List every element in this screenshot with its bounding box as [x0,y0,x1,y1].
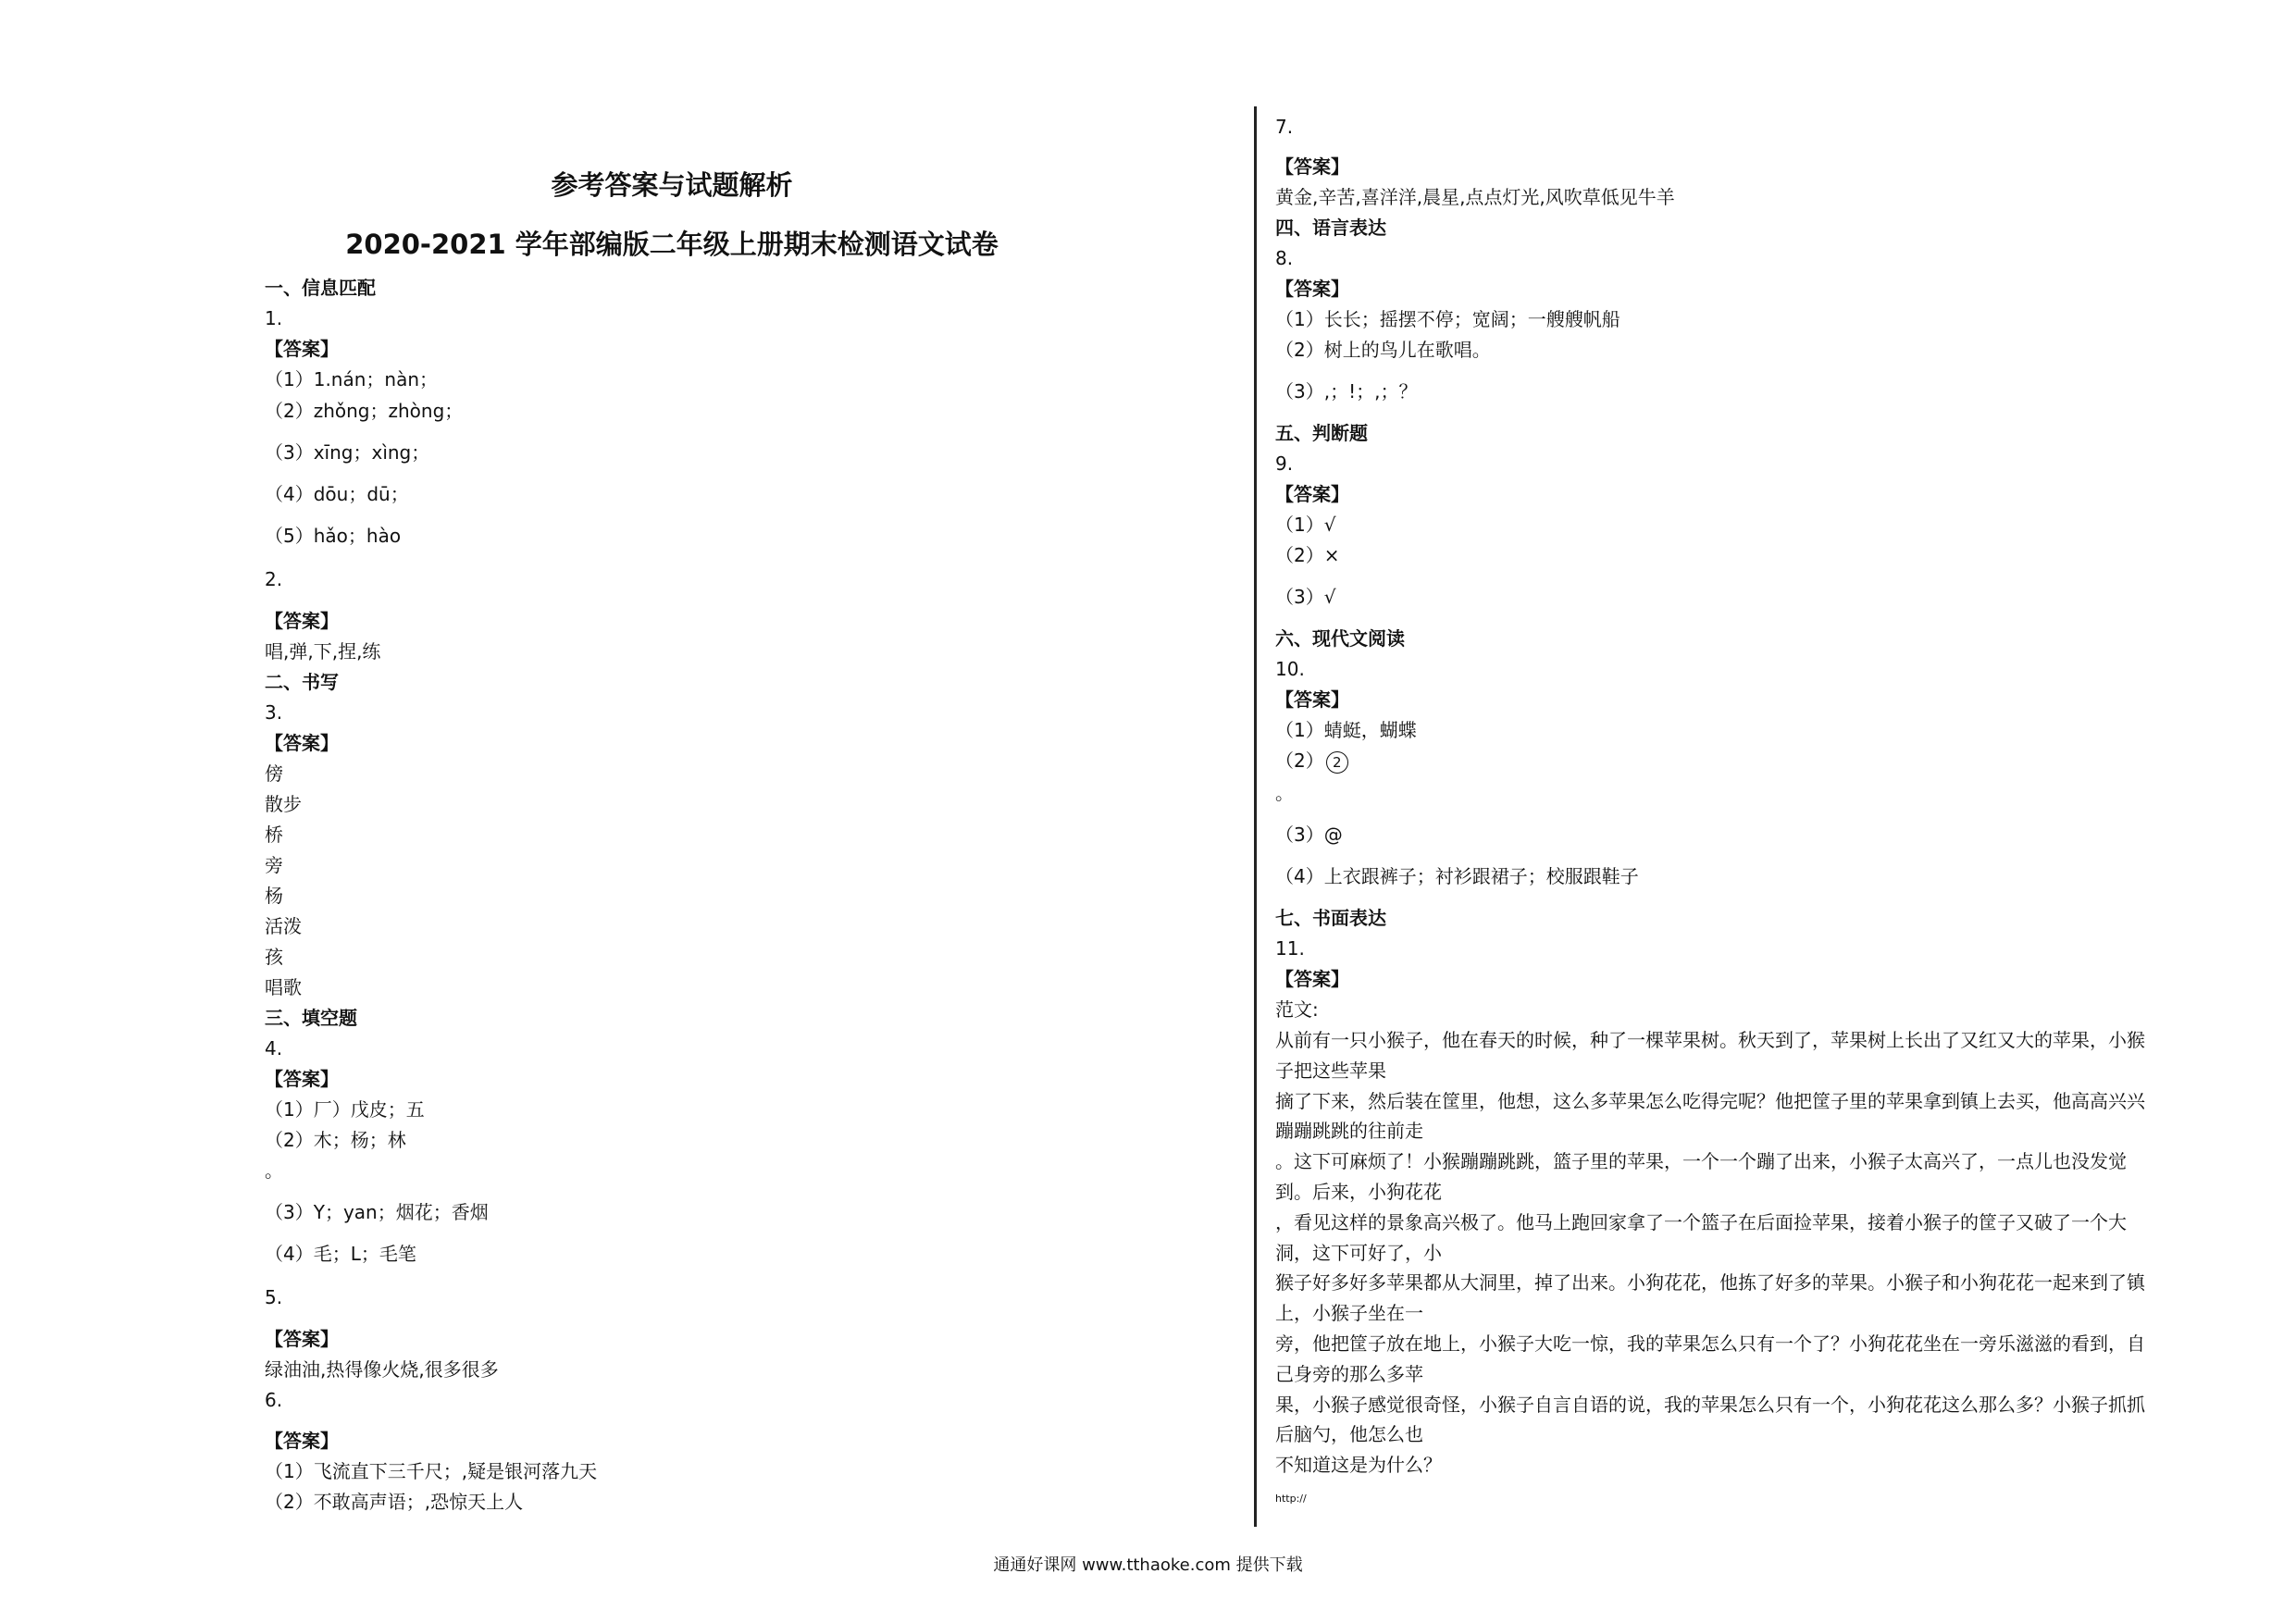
answer-line: （1）√ [1275,514,1336,536]
question-number: 8. [1275,247,1294,269]
section-heading: 一、信息匹配 [265,277,376,299]
essay-line: 到。后来，小狗花花 [1275,1180,1442,1203]
answer-line: （3）√ [1275,586,1336,608]
answer-line: （2）zhǒng；zhòng； [265,400,464,422]
answer-line: （2）树上的鸟儿在歌唱。 [1275,339,1491,361]
section-heading: 五、判断题 [1275,422,1368,444]
question-number: 11. [1275,937,1305,960]
section-heading: 二、书写 [265,671,339,693]
answer-label: 【答案】 [265,732,339,754]
answer-label: 【答案】 [265,610,339,632]
column-divider [1254,106,1257,1527]
answer-line: （1）长长；摇摆不停；宽阔；一艘艘帆船 [1275,308,1620,330]
answer-line: （1）1.nán；nàn； [265,368,439,390]
answer-line: （2）× [1275,544,1340,566]
answer-line: （3）xīng；xìng； [265,441,430,464]
answer-line: 活泼 [265,915,302,937]
answer-label: 【答案】 [265,1328,339,1350]
answer-line: （2）不敢高声语；,恐惊天上人 [265,1491,524,1513]
answer-line: （1）蜻蜓，蝴蝶 [1275,719,1417,741]
answer-line: （5）hǎo；hào [265,525,402,547]
answer-line: 唱歌 [265,976,302,998]
answer-line: （4）上衣跟裤子；衬衫跟裙子；校服跟鞋子 [1275,865,1639,887]
essay-line: ，看见这样的景象高兴极了。他马上跑回家拿了一个篮子在后面捡苹果，接着小猴子的筐子又破了一个大 [1275,1210,2127,1233]
section-heading: 七、书面表达 [1275,907,1386,929]
answer-line: 。 [265,1159,283,1182]
question-number: 3. [265,701,283,724]
essay-line: 果，小猴子感觉很奇怪，小猴子自言自语的说，我的苹果怎么只有一个，小狗花花这么那么多？小猴子抓抓 [1275,1393,2145,1416]
essay-line: 旁，他把筐子放在地上，小猴子大吃一惊，我的苹果怎么只有一个了？小狗花花坐在一旁乐滋滋的看到，自 [1275,1332,2145,1355]
essay-heading: 范文: [1275,998,1319,1021]
answer-line: （4）毛；L；毛笔 [265,1243,416,1265]
section-heading: 四、语言表达 [1275,217,1386,239]
answer-label: 【答案】 [1275,155,1349,178]
url-text: http:// [1275,1493,1307,1505]
answer-line: 绿油油,热得像火烧,很多很多 [265,1358,499,1381]
essay-line: 洞，这下可好了，小 [1275,1241,1442,1264]
answer-line: （4）dōu；dū； [265,483,409,505]
answer-line: 杨 [265,885,283,907]
answer-line: 桥 [265,824,283,846]
essay-line: 猴子好多好多苹果都从大洞里，掉了出来。小狗花花，他拣了好多的苹果。小猴子和小狗花花一起来到了镇 [1275,1271,2145,1295]
circled-number: 2 [1326,751,1348,774]
answer-line: 散步 [265,793,302,815]
question-number: 4. [265,1037,283,1059]
essay-line: 从前有一只小猴子，他在春天的时候，种了一棵苹果树。秋天到了，苹果树上长出了又红又大的苹果，小猴 [1275,1029,2145,1051]
answer-line: 黄金,辛苦,喜洋洋,晨星,点点灯光,风吹草低见牛羊 [1275,186,1675,208]
answer-line: 傍 [265,762,283,785]
page-footer: 通通好课网 www.tthaoke.com 提供下载 [993,1555,1303,1575]
answer-label: 【答案】 [265,1430,339,1452]
essay-line: 己身旁的那么多苹 [1275,1362,1423,1385]
essay-line: 后脑勺，他怎么也 [1275,1423,1423,1446]
answer-line: （3）@ [1275,824,1343,846]
question-number: 9. [1275,452,1294,475]
essay-line: 子把这些苹果 [1275,1059,1386,1082]
doc-title: 参考答案与试题解析 [551,169,793,201]
answer-line: 旁 [265,854,283,876]
essay-line: 摘了下来，然后装在筐里，他想，这么多苹果怎么吃得完呢？他把筐子里的苹果拿到镇上去买，他高高兴兴 [1275,1089,2145,1112]
answer-label: 【答案】 [1275,278,1349,300]
question-number: 6. [265,1389,283,1411]
essay-line: 。这下可麻烦了！小猴蹦蹦跳跳，篮子里的苹果，一个一个蹦了出来，小猴子太高兴了，一点儿也没发觉 [1275,1150,2127,1173]
doc-subtitle: 2020-2021 学年部编版二年级上册期末检测语文试卷 [345,229,999,260]
essay-line: 蹦蹦跳跳的往前走 [1275,1120,1423,1143]
answer-label: 【答案】 [265,1068,339,1090]
answer-line [1275,750,1348,774]
question-number: 2. [265,568,283,590]
answer-line: （3）,；!；,；？ [1275,380,1418,403]
question-number: 5. [265,1286,283,1308]
question-number: 7. [1275,116,1294,138]
essay-line: 上，小猴子坐在一 [1275,1302,1423,1325]
answer-line: （1）飞流直下三千尺；,疑是银河落九天 [265,1460,598,1482]
section-heading: 六、现代文阅读 [1275,627,1405,650]
answer-line: （3）Y；yan；烟花；香烟 [265,1201,489,1223]
answer-line: （2）木；杨；林 [265,1129,406,1151]
question-number: 1. [265,307,283,329]
answer-line: 孩 [265,946,283,968]
answer-prefix: （2） [1275,750,1324,772]
answer-line: 唱,弹,下,捏,练 [265,640,381,663]
section-heading: 三、填空题 [265,1007,357,1029]
answer-label: 【答案】 [1275,968,1349,990]
answer-label: 【答案】 [1275,483,1349,505]
essay-line: 不知道这是为什么？ [1275,1454,1442,1477]
answer-line: （1）厂）戊皮；五 [265,1098,425,1121]
essay-body [1275,1025,2249,1481]
answer-line: 。 [1275,782,1294,804]
answer-label: 【答案】 [265,338,339,360]
question-number: 10. [1275,658,1305,680]
answer-label: 【答案】 [1275,688,1349,711]
